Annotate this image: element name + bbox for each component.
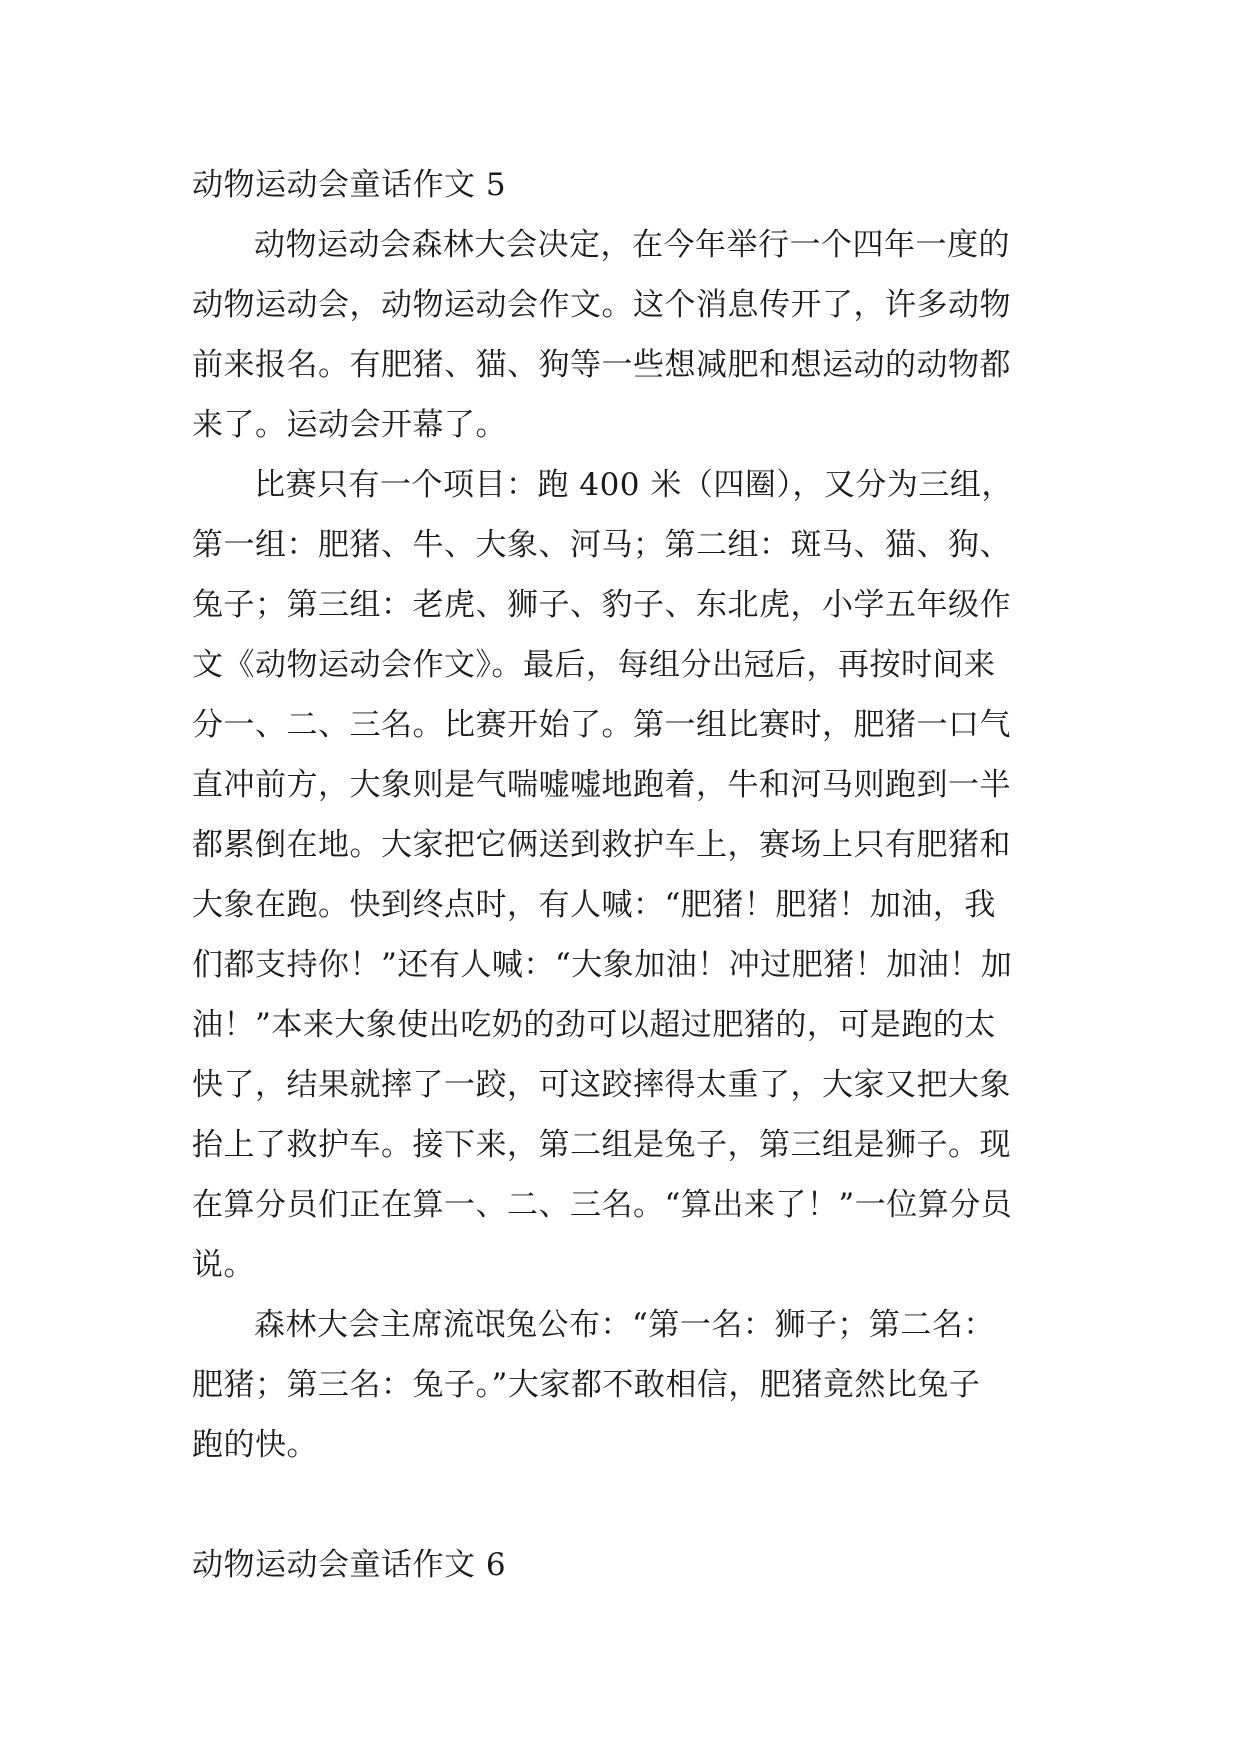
paragraph-line: 森林大会主席流氓兔公布：“第一名：狮子；第二名： — [254, 1307, 995, 1343]
paragraph-line: 直冲前方，大象则是气喘嘘嘘地跑着，牛和河马则跑到一半 — [192, 767, 1011, 803]
paragraph-line: 跑的快。 — [192, 1427, 318, 1463]
paragraph-line: 油！”本来大象使出吃奶的劲可以超过肥猪的，可是跑的太 — [192, 1007, 996, 1043]
paragraph-line: 分一、二、三名。比赛开始了。第一组比赛时，肥猪一口气 — [192, 707, 1011, 743]
paragraph-line: 肥猪；第三名：兔子。”大家都不敢相信，肥猪竟然比兔子 — [192, 1367, 981, 1403]
paragraph-line: 说。 — [192, 1247, 255, 1283]
section-heading-6: 动物运动会童话作文 6 — [192, 1547, 507, 1583]
paragraph-line: 比赛只有一个项目：跑 400 米（四圈），又分为三组， — [254, 467, 1013, 503]
paragraph-line: 兔子；第三组：老虎、狮子、豹子、东北虎，小学五年级作 — [192, 587, 1011, 623]
paragraph-line: 在算分员们正在算一、二、三名。“算出来了！”一位算分员 — [192, 1187, 1013, 1223]
paragraph-line: 都累倒在地。大家把它俩送到救护车上，赛场上只有肥猪和 — [192, 827, 1011, 863]
paragraph-line: 快了，结果就摔了一跤，可这跤摔得太重了，大家又把大象 — [192, 1067, 1011, 1103]
paragraph-line: 动物运动会森林大会决定，在今年举行一个四年一度的 — [254, 227, 1010, 263]
paragraph-line: 文《动物运动会作文》。最后，每组分出冠后，再按时间来 — [192, 647, 996, 683]
paragraph-line: 们都支持你！”还有人喊：“大象加油！冲过肥猪！加油！加 — [192, 947, 1013, 983]
paragraph-line: 第一组：肥猪、牛、大象、河马；第二组：斑马、猫、狗、 — [192, 527, 1011, 563]
paragraph-line: 大象在跑。快到终点时，有人喊：“肥猪！肥猪！加油，我 — [192, 887, 996, 923]
paragraph-line: 前来报名。有肥猪、猫、狗等一些想减肥和想运动的动物都 — [192, 347, 1011, 383]
section-heading-5: 动物运动会童话作文 5 — [192, 167, 507, 203]
paragraph-line: 动物运动会，动物运动会作文。这个消息传开了，许多动物 — [192, 287, 1011, 323]
paragraph-line: 来了。运动会开幕了。 — [192, 407, 507, 443]
paragraph-line: 抬上了救护车。接下来，第二组是兔子，第三组是狮子。现 — [192, 1127, 1011, 1163]
